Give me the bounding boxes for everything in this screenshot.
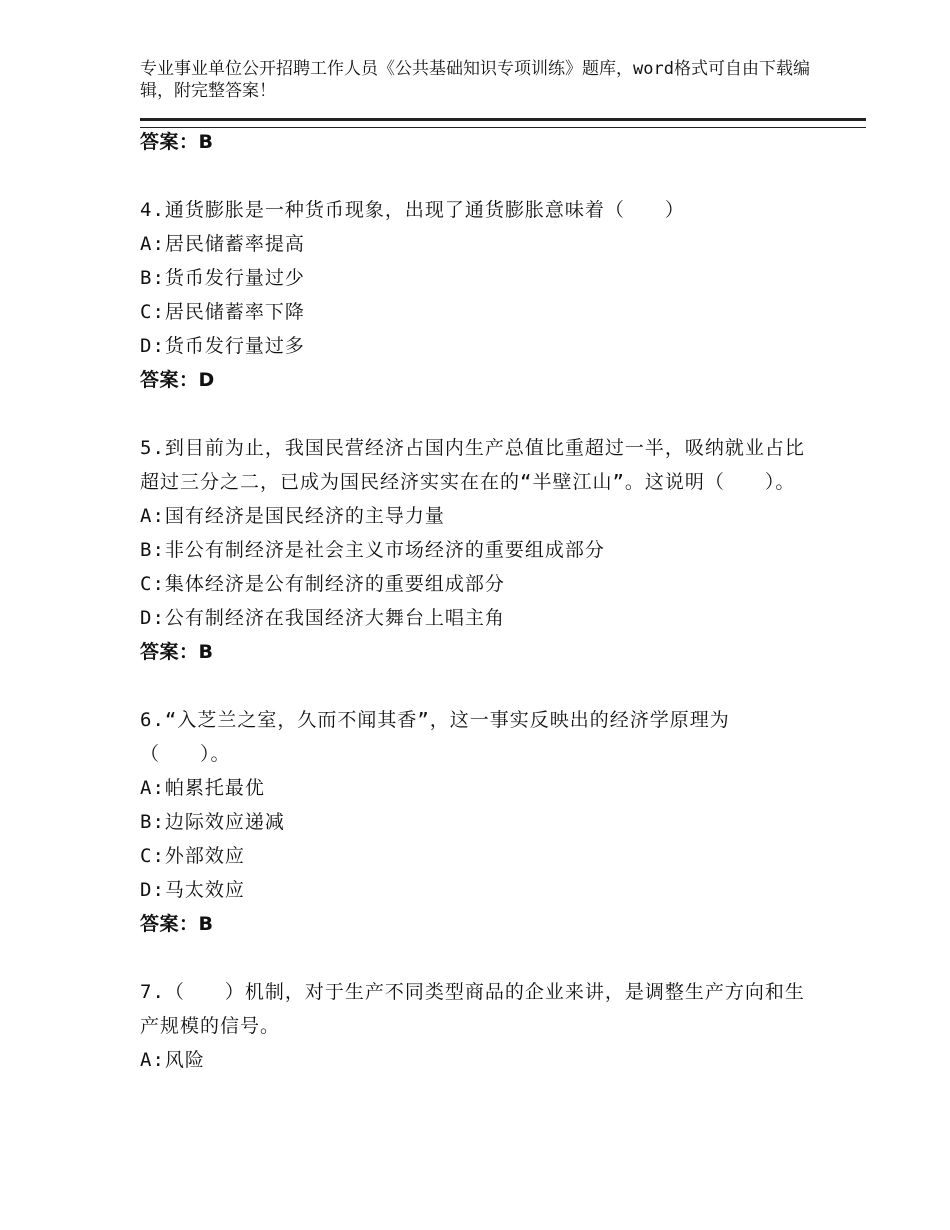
question-5-stem: 5.到目前为止，我国民营经济占国内生产总值比重超过一半，吸纳就业占比超过三分之二，已成为国民经济实实在在的“半壁江山”。这说明（ ）。 bbox=[140, 437, 805, 493]
question-4-option-c: C:居民储蓄率下降 bbox=[140, 301, 305, 323]
question-5-answer: 答案：B bbox=[140, 641, 214, 663]
question-5-option-d: D:公有制经济在我国经济大舞台上唱主角 bbox=[140, 607, 505, 629]
question-4-option-d: D:货币发行量过多 bbox=[140, 335, 305, 357]
question-6-answer: 答案：B bbox=[140, 913, 214, 935]
question-4-stem: 4.通货膨胀是一种货币现象，出现了通货膨胀意味着（ ） bbox=[140, 199, 685, 221]
question-6-option-d: D:马太效应 bbox=[140, 879, 245, 901]
question-4-option-a: A:居民储蓄率提高 bbox=[140, 233, 305, 255]
question-7-option-a: A:风险 bbox=[140, 1049, 205, 1071]
question-5-option-a: A:国有经济是国民经济的主导力量 bbox=[140, 505, 445, 527]
question-5-option-b: B:非公有制经济是社会主义市场经济的重要组成部分 bbox=[140, 539, 605, 561]
question-4-answer: 答案：D bbox=[140, 369, 215, 391]
answer-prev: 答案：B bbox=[140, 131, 214, 153]
question-4-option-b: B:货币发行量过少 bbox=[140, 267, 305, 289]
question-6-option-b: B:边际效应递减 bbox=[140, 811, 285, 833]
question-6-stem: 6.“入芝兰之室，久而不闻其香”，这一事实反映出的经济学原理为（ ）。 bbox=[140, 709, 730, 765]
document-header: 专业事业单位公开招聘工作人员《公共基础知识专项训练》题库，word格式可自由下载编辑，附完整答案！ bbox=[140, 59, 810, 101]
question-7-stem: 7.（ ）机制，对于生产不同类型商品的企业来讲，是调整生产方向和生产规模的信号。 bbox=[140, 981, 805, 1037]
question-5-option-c: C:集体经济是公有制经济的重要组成部分 bbox=[140, 573, 505, 595]
question-list bbox=[140, 125, 820, 1077]
question-6-option-a: A:帕累托最优 bbox=[140, 777, 265, 799]
question-6-option-c: C:外部效应 bbox=[140, 845, 245, 867]
